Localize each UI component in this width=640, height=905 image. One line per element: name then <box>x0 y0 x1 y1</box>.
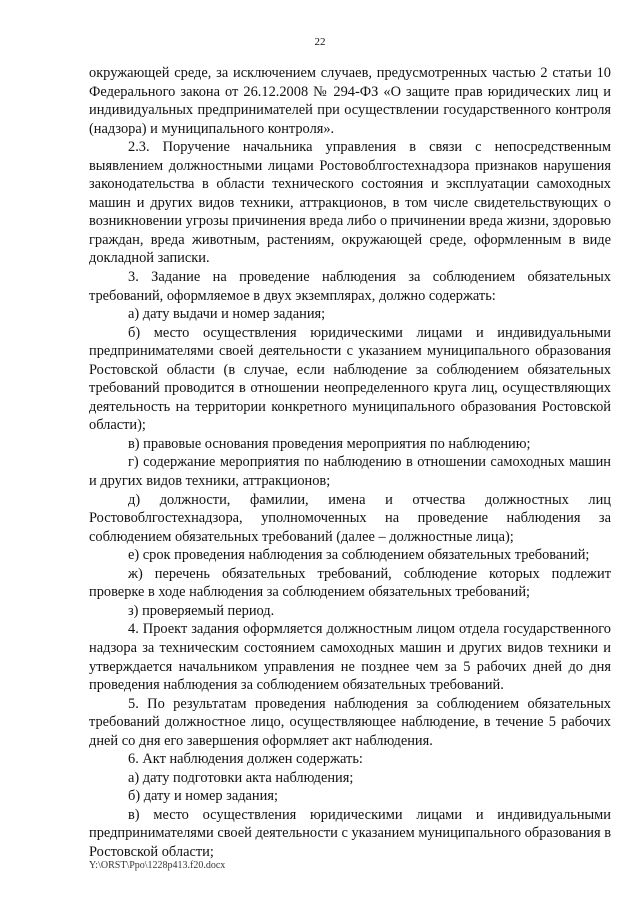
paragraph: 3. Задание на проведение наблюдения за соблюдением обязательных требований, оформляемое в двух экземплярах, должно содержать: <box>89 269 611 304</box>
paragraph: б) место осуществления юридическими лицами и индивидуальными предпринимателями своей деятельности с указанием муниципального образования Ростовской области (в случае, если наблюдение за соблюдением обязательных требований проводится в отношении неопределенного круга лиц, осуществляющих деятельность на территории конкретного муниципального образования Ростовской области); <box>89 324 611 434</box>
document-body <box>89 64 611 862</box>
footer-file-path: Y:\ORST\Ppo\1228p413.f20.docx <box>89 860 226 871</box>
paragraph: д) должности, фамилии, имена и отчества должностных лиц Ростовоблгостехнадзора, уполномоченных на проведение наблюдения за соблюдением обязательных требований (далее – должностные лица); <box>89 491 611 545</box>
paragraph: ж) перечень обязательных требований, соблюдение которых подлежит проверке в ходе наблюдения за соблюдением обязательных требований; <box>89 565 611 601</box>
paragraph: в) место осуществления юридическими лицами и индивидуальными предпринимателями своей деятельности с указанием муниципального образования в Ростовской области; <box>89 806 611 860</box>
paragraph: а) дату выдачи и номер задания; <box>128 306 326 323</box>
paragraph: 4. Проект задания оформляется должностным лицом отдела государственного надзора за техническим состоянием самоходных машин и других видов техники и утверждается начальником управления не позднее чем за 5 рабочих дней до дня проведения наблюдения за соблюдением обязательных требований. <box>89 621 611 694</box>
paragraph: з) проверяемый период. <box>128 602 275 619</box>
paragraph: 6. Акт наблюдения должен содержать: <box>128 751 363 768</box>
paragraph: 5. По результатам проведения наблюдения за соблюдением обязательных требований должностное лицо, осуществляющее наблюдение, в течение 5 рабочих дней со дня его завершения оформляет акт наблюдения. <box>89 695 611 749</box>
paragraph: 2.3. Поручение начальника управления в связи с непосредственным выявлением должностными лицами Ростовоблгостехнадзора признаков нарушения законодательства в области технического состояния и эксплуатации самоходных машин и других видов техники, аттракционов, в том числе свидетельствующих о возникновении угрозы причинения вреда либо о причинении вреда жизни, здоровью граждан, вреда животным, растениям, окружающей среде, оформленным в виде докладной записки. <box>89 139 611 267</box>
paragraph: в) правовые основания проведения мероприятия по наблюдению; <box>128 435 531 452</box>
paragraph: а) дату подготовки акта наблюдения; <box>128 769 354 786</box>
paragraph: г) содержание мероприятия по наблюдению в отношении самоходных машин и других видов техники, аттракционов; <box>89 454 611 490</box>
paragraph: е) срок проведения наблюдения за соблюдением обязательных требований; <box>128 547 590 564</box>
paragraph: б) дату и номер задания; <box>128 788 278 805</box>
page-number: 22 <box>314 36 326 48</box>
paragraph: окружающей среде, за исключением случаев, предусмотренных частью 2 статьи 10 Федерального закона от 26.12.2008 № 294-ФЗ «О защите прав юридических лиц и индивидуальных предпринимателей при осуществлении государственного контроля (надзора) и муниципального контроля». <box>89 65 611 137</box>
